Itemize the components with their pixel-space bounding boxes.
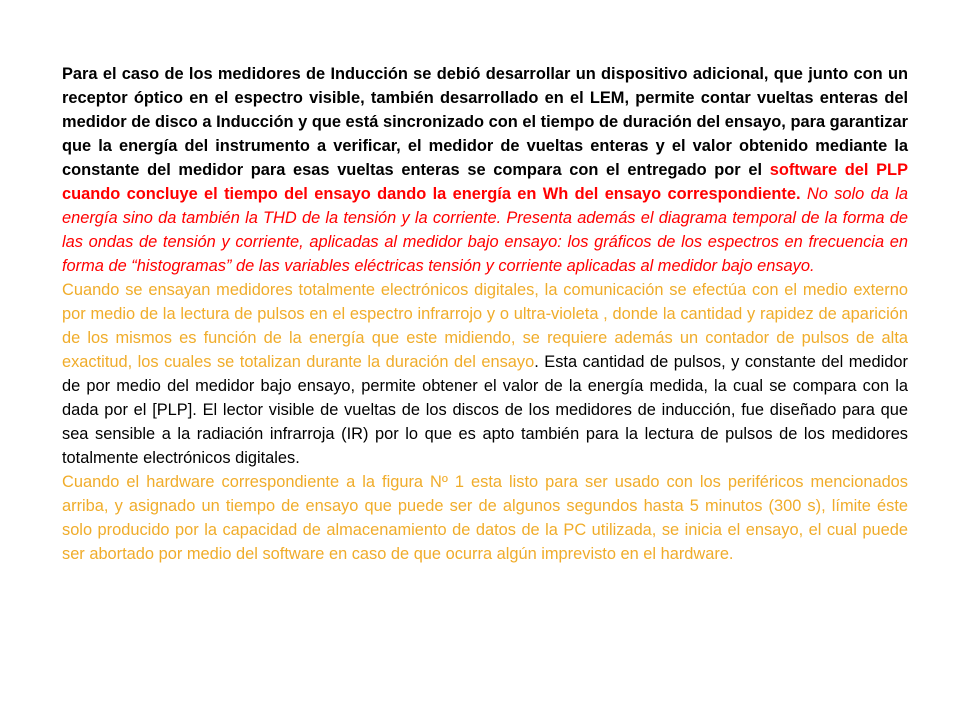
paragraph-hardware-test	[62, 470, 908, 566]
electronic-meters-period: .	[534, 353, 539, 371]
electronic-meters-text: Cuando se ensayan medidores totalmente electrónicos digitales, la comunicación se efectúa con el medio externo por medio de la lectura de pulsos en el espectro infrarrojo y o ultra-violeta , donde la cantidad y rapidez de aparición de los mismos es función de la energía que este midiendo, se requiere además un contador de pulsos de alta exactitud, los cuales se totalizan durante la duración del ensayo	[62, 281, 908, 371]
plp-software-highlight: software del PLP cuando concluye el tiempo del ensayo dando la energía en Wh del ensayo correspondiente.	[62, 161, 909, 203]
pulse-count-text: Esta cantidad de pulsos, y constante del medidor de por medio del medidor bajo ensayo, permite obtener el valor de la energía medida, la cual se compara con la dada por el [PLP]. El lector visible de vueltas de los discos de los medidores de inducción, fue diseñado para que sea sensible a la radiación infrarroja (IR) por lo que es apto también para la lectura de pulsos de los medidores totalmente electrónicos digitales.	[62, 353, 908, 467]
thd-description-text: No solo da la energía sino da también la THD de la tensión y la corriente. Presenta además el diagrama temporal de la forma de las ondas de tensión y corriente, aplicadas al medidor bajo ensayo: los gráficos de los espectros en frecuencia en forma de “histogramas” de las variables eléctricas tensión y corriente aplicadas al medidor bajo ensayo.	[62, 185, 908, 275]
paragraph-induction-meters	[62, 62, 908, 278]
paragraph-electronic-meters	[62, 278, 908, 470]
hardware-test-text: Cuando el hardware correspondiente a la figura Nº 1 esta listo para ser usado con los periféricos mencionados arriba, y asignado un tiempo de ensayo que puede ser de algunos segundos hasta 5 minutos (300 s), límite éste solo producido por la capacidad de almacenamiento de datos de la PC utilizada, se inicia el ensayo, el cual puede ser abortado por medio del software en caso de que ocurra algún imprevisto en el hardware.	[62, 473, 908, 563]
slide-text-body	[62, 62, 908, 566]
induction-intro-text: Para el caso de los medidores de Inducción se debió desarrollar un dispositivo adicional, que junto con un receptor óptico en el espectro visible, también desarrollado en el LEM, permite contar vueltas enteras del medidor de disco a Inducción y que está sincronizado con el tiempo de duración del ensayo, para garantizar que la energía del instrumento a verificar, el medidor de vueltas enteras y el valor obtenido mediante la constante del medidor para esas vueltas enteras se compara con el entregado por el	[62, 65, 908, 179]
